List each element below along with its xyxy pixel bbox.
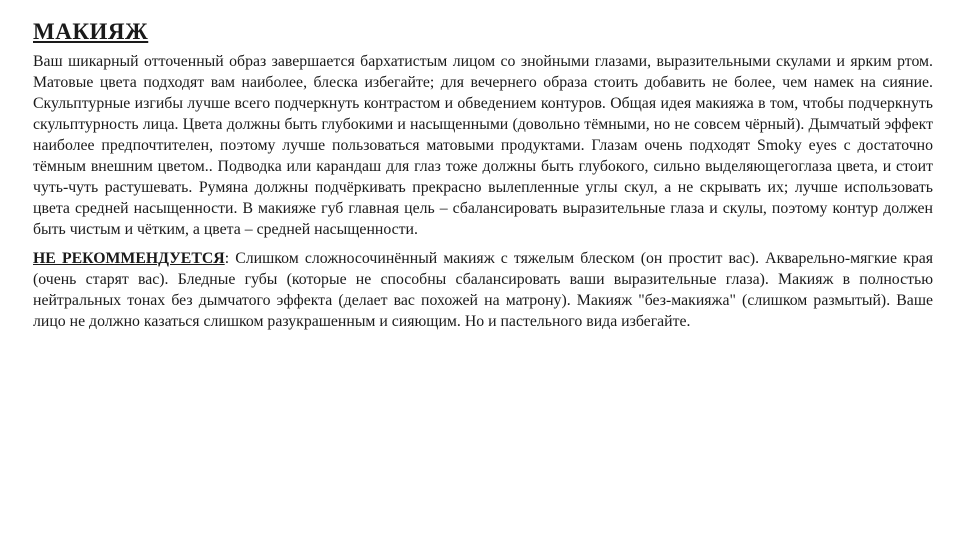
document-body bbox=[33, 51, 933, 332]
not-recommended-text: Слишком сложносочинённый макияж с тяжелым блеском (он простит вас). Акварельно-мягкие края (очень старят вас). Бледные губы (которые не способны сбалансировать ваши выразительные глаза). Макияж в полностью нейтральных тонах без дымчатого эффекта (делает вас похожей на матрону). Макияж "без-макияжа" (слишком размытый). Ваше лицо не должно казаться слишком разукрашенным и сияющим. Но и пастельного вида избегайте. bbox=[33, 250, 933, 330]
not-recommended-label: НЕ РЕКОММЕНДУЕТСЯ bbox=[33, 250, 225, 267]
page-title: МАКИЯЖ bbox=[33, 19, 149, 44]
label-separator: : bbox=[224, 250, 230, 267]
paragraph-description: Ваш шикарный отточенный образ завершается бархатистым лицом со знойными глазами, выразительными скулами и ярким ртом. Матовые цвета подходят вам наиболее, блеска избегайте; для вечернего образа стоить добавить не более, чем намек на сияние. Скульптурные изгибы лучше всего подчеркнуть контрастом и обведением контуров. Общая идея макияжа в том, чтобы подчеркнуть скульптурность лица. Цвета должны быть глубокими и насыщенными (довольно тёмными, но не совсем чёрный). Дымчатый эффект наиболее предпочтителен, поэтому лучше пользоваться матовыми продуктами. Глазам очень подходят Smoky eyes с достаточно тёмным внешним цветом.. Подводка или карандаш для глаз тоже должны быть глубокого, сильно выделяющегоглаза цвета, и стоит чуть-чуть растушевать. Румяна должны подчёркивать прекрасно вылепленные углы скул, а не скрывать их; лучше использовать цвета средней насыщенности. В макияже губ главная цель – сбалансировать выразительные глаза и скулы, поэтому контур должен быть чистым и чётким, а цвета – средней насыщенности. bbox=[33, 53, 933, 238]
paragraph-not-recommended bbox=[33, 248, 933, 332]
